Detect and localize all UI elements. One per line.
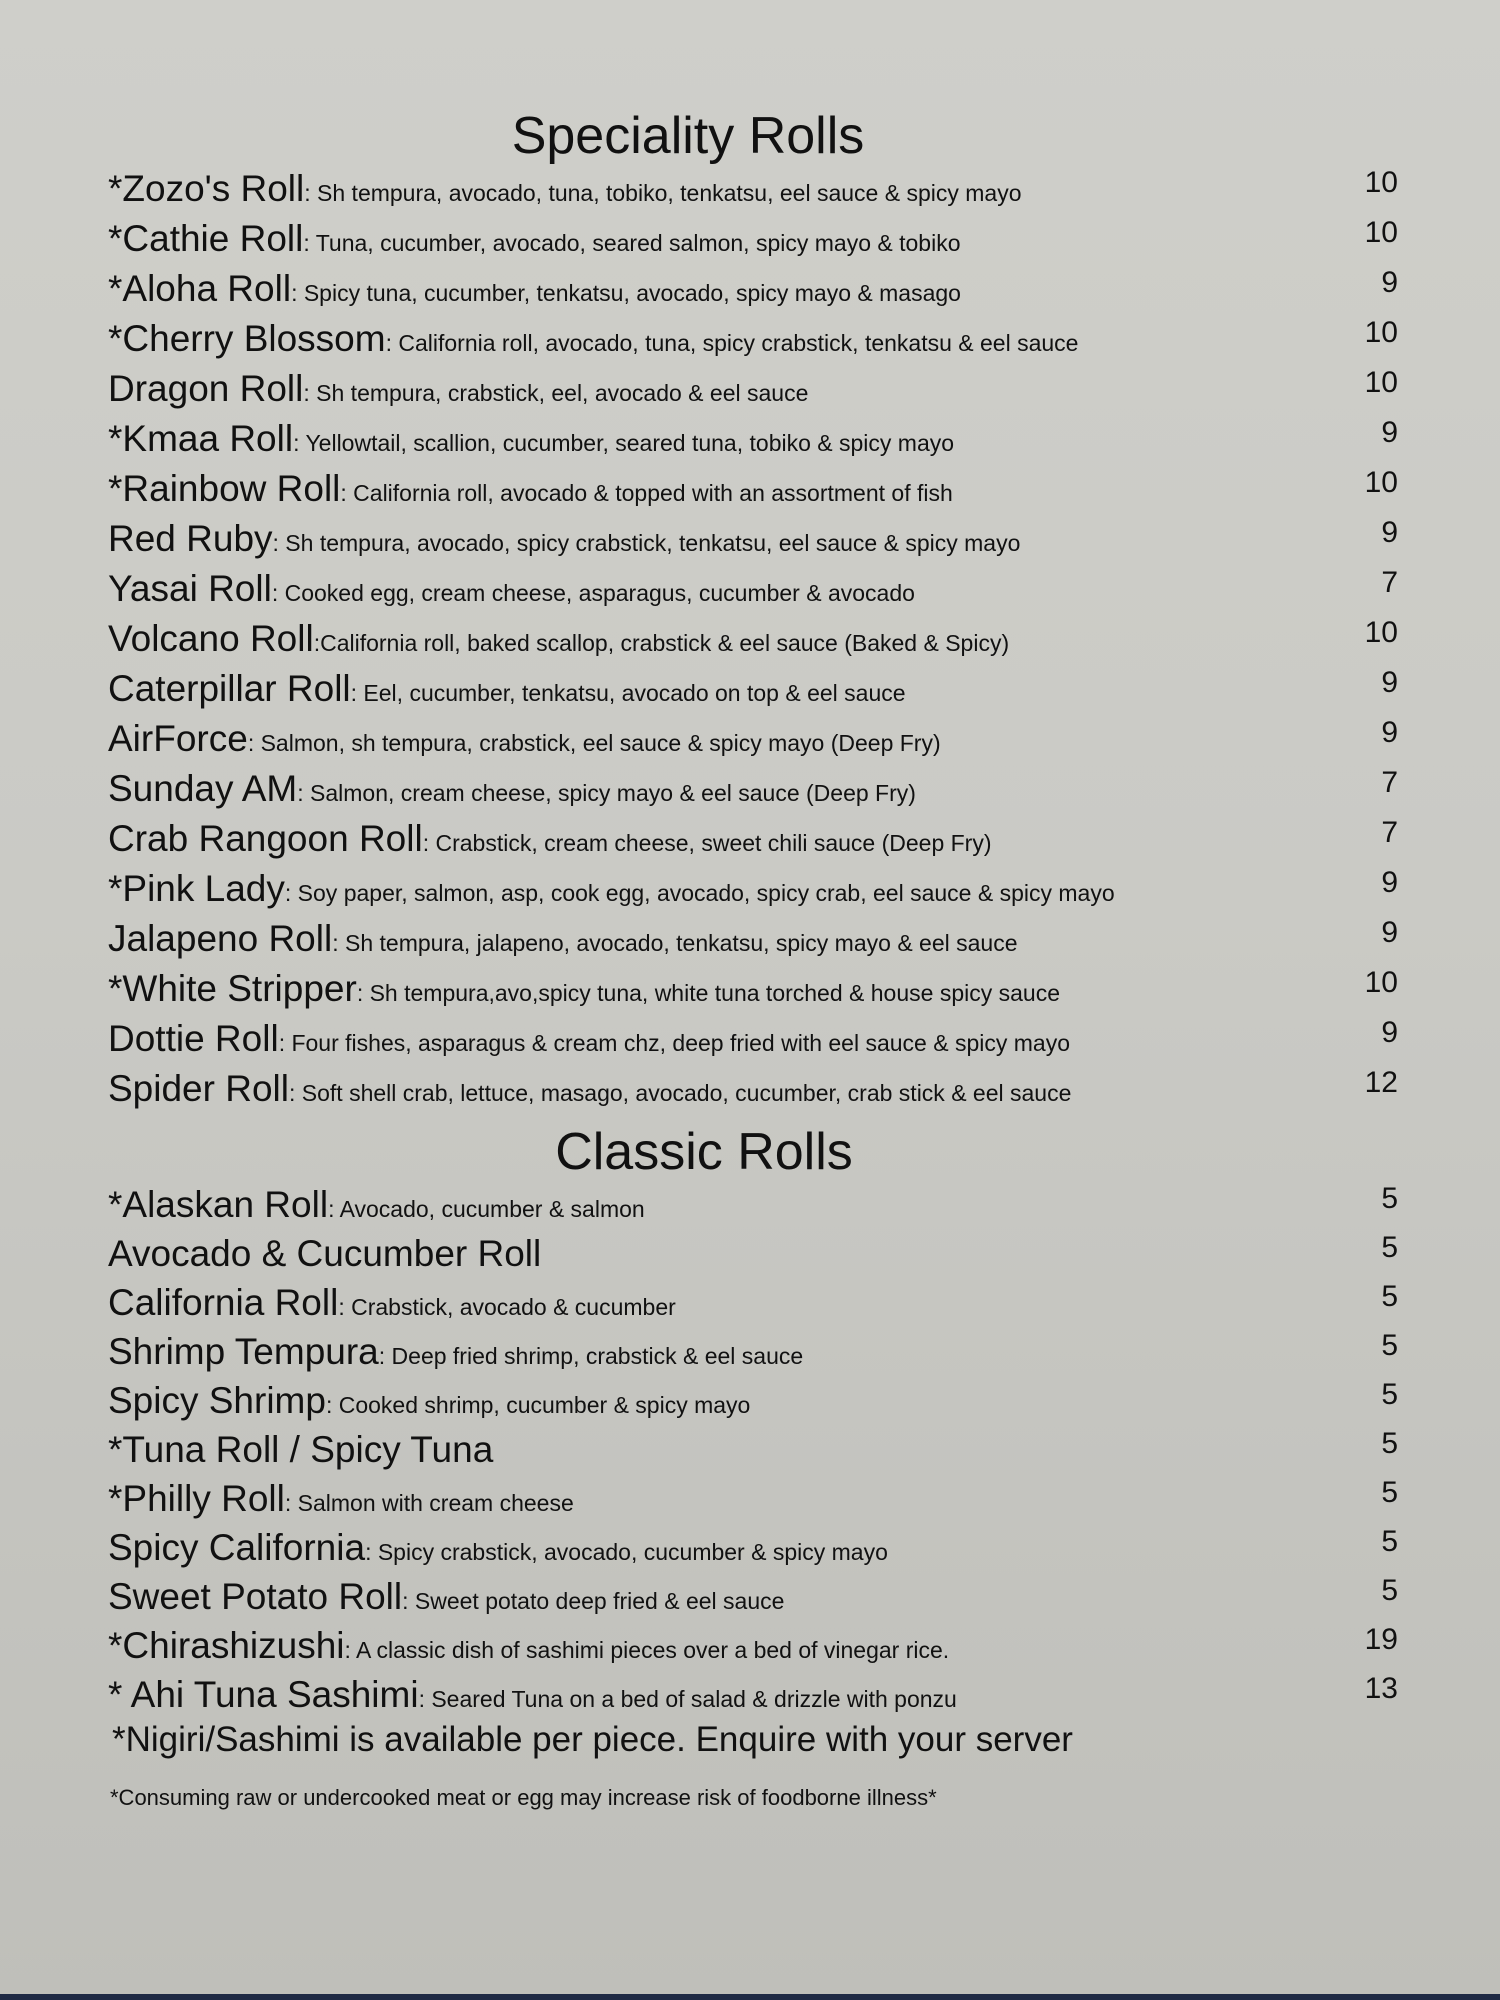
item-description: : Crabstick, avocado & cucumber: [338, 1294, 676, 1320]
menu-item: [108, 1427, 1398, 1477]
item-name: *Cherry Blossom: [108, 318, 386, 359]
menu-item: [108, 1378, 1398, 1428]
item-description: : A classic dish of sashimi pieces over a bed of vinegar rice.: [344, 1637, 950, 1663]
item-description: : Avocado, cucumber & salmon: [328, 1196, 645, 1222]
item-description: : Sh tempura, jalapeno, avocado, tenkatsu, spicy mayo & eel sauce: [332, 930, 1018, 956]
menu-item: [108, 566, 1398, 616]
item-description: : Sh tempura, avocado, tuna, tobiko, tenkatsu, eel sauce & spicy mayo: [304, 180, 1022, 206]
item-price: 5: [1381, 1231, 1398, 1264]
item-price: 10: [1364, 366, 1398, 399]
item-price: 5: [1381, 1525, 1398, 1558]
item-price: 10: [1364, 466, 1398, 499]
classic-rolls-heading: Classic Rolls: [555, 1123, 853, 1181]
item-description: : California roll, avocado, tuna, spicy crabstick, tenkatsu & eel sauce: [385, 330, 1079, 356]
item-description: : Salmon, cream cheese, spicy mayo & eel sauce (Deep Fry): [297, 780, 916, 806]
menu-item: [108, 466, 1398, 516]
menu-item: [108, 1525, 1398, 1575]
item-price: 10: [1364, 166, 1398, 199]
item-price: 9: [1381, 1016, 1398, 1049]
item-description: : Spicy crabstick, avocado, cucumber & spicy mayo: [365, 1539, 888, 1565]
item-price: 9: [1381, 916, 1398, 949]
item-price: 9: [1381, 416, 1398, 449]
item-price: 7: [1381, 566, 1398, 599]
item-name: Jalapeno Roll: [108, 918, 333, 959]
item-name: * Ahi Tuna Sashimi: [108, 1674, 419, 1715]
item-price: 7: [1381, 766, 1398, 799]
menu-item: [108, 1574, 1398, 1624]
menu-item: [108, 1672, 1398, 1722]
item-name: *Kmaa Roll: [108, 418, 294, 459]
item-name: *Chirashizushi: [108, 1625, 345, 1666]
item-price: 5: [1381, 1574, 1398, 1607]
menu-item: [108, 1329, 1398, 1379]
item-price: 9: [1381, 866, 1398, 899]
menu-item: [108, 816, 1398, 866]
menu-item: [108, 1231, 1398, 1281]
item-name: *Zozo's Roll: [108, 168, 305, 209]
item-price: 12: [1364, 1066, 1398, 1099]
item-description: : Sh tempura, avocado, spicy crabstick, tenkatsu, eel sauce & spicy mayo: [272, 530, 1021, 556]
menu-item: [108, 866, 1398, 916]
item-price: 13: [1364, 1672, 1398, 1705]
item-name: Dottie Roll: [108, 1018, 279, 1059]
menu-item: [108, 1066, 1398, 1116]
menu-item: [108, 516, 1398, 566]
item-description: : Crabstick, cream cheese, sweet chili sauce (Deep Fry): [422, 830, 992, 856]
item-description: : Sweet potato deep fried & eel sauce: [402, 1588, 785, 1614]
menu-item: [108, 1280, 1398, 1330]
speciality-rolls-heading: Speciality Rolls: [511, 107, 865, 165]
item-price: 10: [1364, 316, 1398, 349]
menu-item: [108, 966, 1398, 1016]
item-description: : Sh tempura, crabstick, eel, avocado & eel sauce: [303, 380, 809, 406]
item-name: California Roll: [108, 1282, 339, 1323]
menu-item: [108, 266, 1398, 316]
menu-item: [108, 316, 1398, 366]
item-description: : Deep fried shrimp, crabstick & eel sauce: [378, 1343, 804, 1369]
item-description: : Spicy tuna, cucumber, tenkatsu, avocado, spicy mayo & masago: [291, 280, 961, 306]
item-name: *Tuna Roll / Spicy Tuna: [108, 1429, 494, 1470]
item-description: : Salmon, sh tempura, crabstick, eel sauce & spicy mayo (Deep Fry): [247, 730, 941, 756]
item-name: Avocado & Cucumber Roll: [108, 1233, 542, 1274]
item-name: Caterpillar Roll: [108, 668, 351, 709]
menu-item: [108, 616, 1398, 666]
menu-item: [108, 1476, 1398, 1526]
item-name: *Philly Roll: [108, 1478, 285, 1519]
menu-item: [108, 916, 1398, 966]
item-price: 5: [1381, 1182, 1398, 1215]
item-description: : Sh tempura,avo,spicy tuna, white tuna torched & house spicy sauce: [356, 980, 1060, 1006]
menu-item: [108, 1016, 1398, 1066]
item-name: Red Ruby: [108, 518, 273, 559]
menu-item: [108, 1623, 1398, 1673]
item-description: : Cooked shrimp, cucumber & spicy mayo: [325, 1392, 751, 1418]
item-description: : Soy paper, salmon, asp, cook egg, avocado, spicy crab, eel sauce & spicy mayo: [284, 880, 1115, 906]
foodborne-illness-warning: *Consuming raw or undercooked meat or egg may increase risk of foodborne illness*: [110, 1785, 937, 1810]
menu-item: [108, 1182, 1398, 1232]
menu-item: [108, 166, 1398, 216]
item-price: 10: [1364, 616, 1398, 649]
item-name: Dragon Roll: [108, 368, 304, 409]
item-name: Spicy California: [108, 1527, 366, 1568]
item-price: 10: [1364, 216, 1398, 249]
item-description: : Eel, cucumber, tenkatsu, avocado on top & eel sauce: [350, 680, 906, 706]
item-description: : Tuna, cucumber, avocado, seared salmon, spicy mayo & tobiko: [303, 230, 961, 256]
bottom-edge: [0, 1994, 1500, 2000]
item-price: 19: [1364, 1623, 1398, 1656]
item-name: Sweet Potato Roll: [108, 1576, 403, 1617]
item-name: Spicy Shrimp: [108, 1380, 326, 1421]
item-description: : Seared Tuna on a bed of salad & drizzle with ponzu: [418, 1686, 957, 1712]
item-price: 7: [1381, 816, 1398, 849]
item-price: 9: [1381, 266, 1398, 299]
item-price: 9: [1381, 716, 1398, 749]
menu-item: [108, 666, 1398, 716]
item-name: *White Stripper: [108, 968, 357, 1009]
item-description: :California roll, baked scallop, crabstick & eel sauce (Baked & Spicy): [313, 630, 1010, 656]
item-price: 10: [1364, 966, 1398, 999]
item-description: : Yellowtail, scallion, cucumber, seared tuna, tobiko & spicy mayo: [293, 430, 955, 456]
item-description: : Salmon with cream cheese: [284, 1490, 574, 1516]
item-name: AirForce: [108, 718, 248, 759]
nigiri-note: *Nigiri/Sashimi is available per piece. Enquire with your server: [112, 1720, 1073, 1759]
item-price: 5: [1381, 1280, 1398, 1313]
item-description: : Four fishes, asparagus & cream chz, deep fried with eel sauce & spicy mayo: [278, 1030, 1070, 1056]
item-description: : Cooked egg, cream cheese, asparagus, cucumber & avocado: [271, 580, 915, 606]
menu-item: [108, 766, 1398, 816]
item-name: Spider Roll: [108, 1068, 289, 1109]
item-name: Volcano Roll: [108, 618, 314, 659]
item-name: *Alaskan Roll: [108, 1184, 329, 1225]
item-name: Sunday AM: [108, 768, 298, 809]
item-price: 5: [1381, 1476, 1398, 1509]
menu-item: [108, 366, 1398, 416]
item-name: Yasai Roll: [108, 568, 272, 609]
item-name: Crab Rangoon Roll: [108, 818, 423, 859]
item-name: Shrimp Tempura: [108, 1331, 379, 1372]
item-description: : Soft shell crab, lettuce, masago, avocado, cucumber, crab stick & eel sauce: [288, 1080, 1072, 1106]
item-price: 9: [1381, 666, 1398, 699]
menu-item: [108, 416, 1398, 466]
item-price: 5: [1381, 1378, 1398, 1411]
menu-item: [108, 716, 1398, 766]
item-name: *Cathie Roll: [108, 218, 304, 259]
item-name: *Pink Lady: [108, 868, 285, 909]
item-description: : California roll, avocado & topped with an assortment of fish: [340, 480, 953, 506]
item-price: 5: [1381, 1427, 1398, 1460]
item-price: 9: [1381, 516, 1398, 549]
item-price: 5: [1381, 1329, 1398, 1362]
item-name: *Rainbow Roll: [108, 468, 341, 509]
menu-item: [108, 216, 1398, 266]
item-name: *Aloha Roll: [108, 268, 292, 309]
